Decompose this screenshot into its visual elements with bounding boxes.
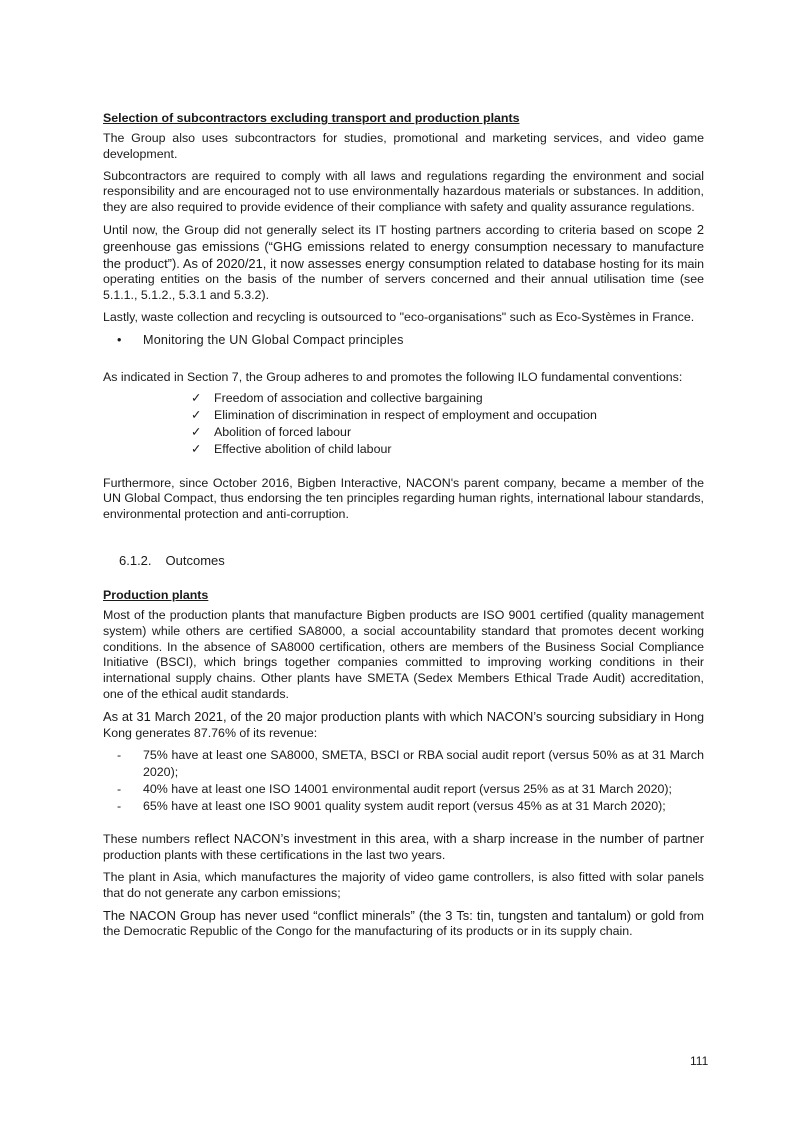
bullet-dot-icon: •: [117, 332, 122, 347]
document-page: [103, 110, 704, 946]
ilo-conventions-list: [103, 390, 704, 458]
paragraph-waste-collection: Lastly, waste collection and recycling is outsourced to "eco-organisations" such as Eco-Systèmes in France.: [103, 309, 695, 324]
paragraph-un-global-compact: Furthermore, since October 2016, Bigben Interactive, NACON's parent company, became a member of the UN Global Compact, thus endorsing the ten principles regarding human rights, international labour standards, environmental protection and anti-corruption.: [103, 475, 704, 522]
paragraph-it-hosting: [103, 222, 704, 304]
paragraph-conflict-minerals: [103, 908, 704, 941]
major-plants-text: Hong Kong generates 87.76% of its revenue:: [103, 709, 704, 740]
paragraph-subcontractor-compliance: Subcontractors are required to comply with all laws and regulations regarding the environment and social responsibility and are encouraged not to use environmentally hazardous materials or substances. In addition, they are also required to provide evidence of their compliance with safety and quality assurance regulations.: [103, 168, 704, 215]
section-heading-outcomes: [103, 553, 704, 569]
conflict-text: from the Democratic Republic of the Congo for the manufacturing of its products or in its supply chain.: [103, 908, 704, 939]
it-hosting-text-start: Until now, the Group did not generally select its IT hosting partners according to criteria based on: [103, 222, 658, 237]
un-compact-bullet: [103, 332, 704, 348]
it-hosting-text-end: hosting for its main operating entities on the basis of the number of servers concerned and their annual utilisation time (see 5.1.1., 5.1.2., 5.3.1 and 5.3.2).: [103, 256, 704, 303]
audit-results-list: [103, 747, 704, 815]
paragraph-asia-plant: The plant in Asia, which manufactures the majority of video game controllers, is also fitted with solar panels that do not generate any carbon emissions;: [103, 869, 704, 900]
dash-icon: -: [117, 748, 122, 763]
major-plants-emphasis: As at 31 March 2021, of the 20 major production plants with which NACON’s sourcing subsidiary in: [103, 708, 671, 724]
investment-text-end: production plants with these certifications in the last two years.: [103, 848, 446, 863]
production-plants-heading: Production plants: [103, 587, 209, 602]
paragraph-investment: [103, 831, 704, 864]
list-item: - 65% have at least one ISO 9001 quality system audit report (versus 45% as at 31 March 2020);: [103, 798, 704, 815]
list-item: - 40% have at least one ISO 14001 environmental audit report (versus 25% as at 31 March 2020);: [103, 781, 704, 798]
list-item: - 75% have at least one SA8000, SMETA, BSCI or RBA social audit report (versus 50% as at 31 March 2020);: [103, 747, 704, 781]
it-hosting-text-emphasis: scope 2 greenhouse gas emissions (“GHG emissions related to energy consumption necessary to manufacture the product”). As of 2020/21, it now assesses energy consumption related to database: [103, 221, 704, 271]
list-item: ✓ Abolition of forced labour: [103, 424, 704, 441]
bullet-text: Monitoring the UN Global Compact principles: [143, 332, 404, 347]
list-item: ✓ Elimination of discrimination in respect of employment and occupation: [103, 407, 704, 424]
checkmark-icon: ✓: [191, 390, 202, 405]
investment-emphasis: reflect NACON’s investment in this area, with a sharp increase in the number of partner: [194, 831, 704, 847]
section-number: 6.1.2.: [119, 552, 152, 568]
subcontractors-heading: Selection of subcontractors excluding transport and production plants: [103, 111, 520, 125]
dash-icon: -: [117, 782, 122, 797]
checkmark-icon: ✓: [191, 424, 202, 439]
checkmark-icon: ✓: [191, 441, 202, 456]
dash-icon: -: [117, 799, 122, 814]
section-title: Outcomes: [165, 552, 225, 568]
conflict-emphasis: The NACON Group has never used “conflict minerals” (the 3 Ts: tin, tungsten and tantalum) or gold: [103, 907, 676, 923]
list-item: ✓ Effective abolition of child labour: [103, 441, 704, 458]
paragraph-subcontractor-uses: The Group also uses subcontractors for studies, promotional and marketing services, and video game development.: [103, 131, 704, 161]
investment-text-start: These numbers: [103, 832, 195, 847]
paragraph-certifications: Most of the production plants that manufacture Bigben products are ISO 9001 certified (quality management system) while others are certified SA8000, a social accountability standard that promotes decent working conditions. In the absence of SA8000 certification, others are members of the Business Social Compliance Initiative (BSCI), which brings together companies committed to improving working conditions in their international supply chains. Other plants have SMETA (Sedex Members Ethical Trade Audit) accreditation, one of the ethical audit standards.: [103, 607, 704, 701]
checkmark-icon: ✓: [191, 407, 202, 422]
list-item: ✓ Freedom of association and collective bargaining: [103, 390, 704, 407]
paragraph-ilo-intro: As indicated in Section 7, the Group adheres to and promotes the following ILO fundamental conventions:: [103, 369, 683, 384]
paragraph-major-plants: [103, 709, 704, 742]
page-number: 111: [690, 1054, 709, 1068]
